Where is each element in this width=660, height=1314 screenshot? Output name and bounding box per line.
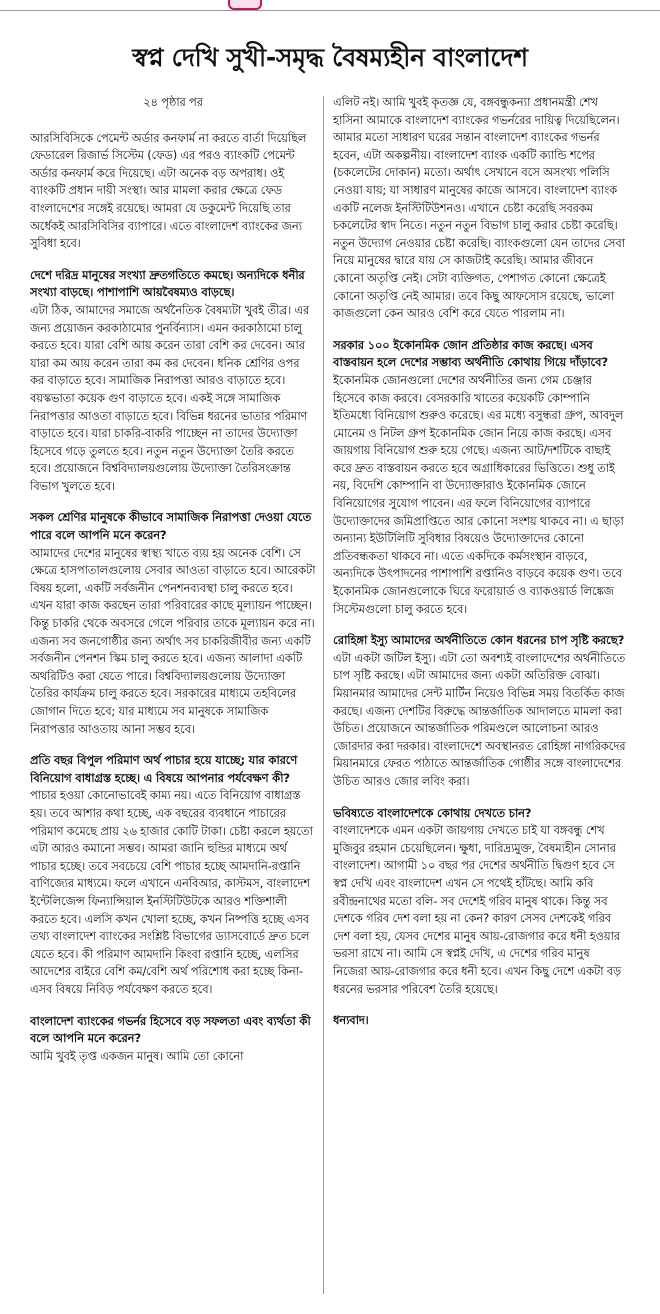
interview-question: ধন্যবাদ। [333, 1013, 369, 1028]
interview-question: সকল শ্রেণির মানুষকে কীভাবে সামাজিক নিরাপত্তা দেওয়া যেতে পারে বলে আপনি মনে করেন? [30, 510, 312, 543]
interview-answer: আমাদের দেশের মানুষের স্বাস্থ্য খাতে ব্যয় হয় অনেক বেশি। সে ক্ষেত্রে হাসপাতালগুলোয় সেবার আওতা বাড়াতে হবে। আরেকটা বিষয় হলো, একটি সর্বজনীন পেনশনব্যবস্থা চালু করতে হবে। এখন যারা কাজ করছেন তারা পরিবারের কাছে মূল্যায়ন পাচ্ছেন। কিন্তু চাকরি থেকে অবসরে গেলে পরিবার তাকে মূল্যায়ন করে না। এজন্য সব জনগোষ্ঠীর জন্য অর্থাৎ সব চাকরিজীবীর জন্য একটি সর্বজনীন পেনশন স্কিম চালু করতে হবে। এজন্য আলাদা একটি অথরিটিও করা যেতে পারে। বিশ্ববিদ্যালয়গুলোয় উদ্যোক্তা তৈরির কার্যক্রম চালু করতে হবে। সরকারের মাধ্যমে তহবিলের জোগান দিতে হবে; যার মাধ্যমে সব মানুষকে সামাজিক নিরাপত্তার আওতায় আনা সম্ভব হবে। [30, 545, 316, 736]
interview-question: সরকার ১০০ ইকোনমিক জোন প্রতিষ্ঠার কাজ করছে। এসব বাস্তবায়ন হলে দেশের সম্ভাব্য অর্থনীতি কোথায় গিয়ে দাঁড়াবে? [333, 337, 608, 370]
right-column [333, 94, 626, 1306]
masthead-logo-icon [228, 0, 262, 10]
interview-question: ভবিষ্যতে বাংলাদেশকে কোথায় দেখতে চান? [333, 805, 532, 820]
interview-answer: পাচার হওয়া কোনোভাবেই কাম্য নয়। এতে বিনিয়োগ বাধাগ্রস্ত হয়। তবে আশার কথা হচ্ছে, এক বছরের ব্যবধানে পাচারের পরিমাণ কমেছে প্রায় ২৬ হাজার কোটি টাকা। চেষ্টা করলে হয়তো এটা আরও কমানো সম্ভব। আমরা জানি হুন্ডির মাধ্যমে অর্থ পাচার হচ্ছে। তবে সবচেয়ে বেশি পাচার হচ্ছে আমদানি-রপ্তানি বাণিজ্যের মাধ্যমে। ফলে এখানে এনবিআর, কাস্টমস, বাংলাদেশ ইন্টেলিজেন্স ফিন্যান্সিয়াল ইনস্টিটিউটকে আরও শক্তিশালী করতে হবে। এলসি কখন খোলা হচ্ছে, কখন নিষ্পত্তি হচ্ছে এসব তথ্য বাংলাদেশ ব্যাংকের সংশ্লিষ্ট বিভাগের ড্যাসবোর্ডে দ্রুত চলে যেতে হবে। কী পরিমাণ আমদানি কিংবা রপ্তানি হচ্ছে, এলসির আদেশের বাইরে বেশি কম/বেশি অর্থ পরিশোধ করা হচ্ছে কিনা- এসব বিষয়ে নিবিড় পর্যবেক্ষণ করতে হবে। [30, 788, 313, 996]
interview-answer: বাংলাদেশকে এমন একটা জায়গায় দেখতে চাই যা বঙ্গবন্ধু শেখ মুজিবুর রহমান চেয়েছিলেন। ক্ষুধা, দারিদ্র্যমুক্ত, বৈষম্যহীন সোনার বাংলাদেশ। আগামী ১০ বছর পর দেশের অর্থনীতি দ্বিগুণ হবে সে স্বপ্ন দেখি এবং বাংলাদেশ এখন সে পথেই হাঁটছে। আমি কবি রবীন্দ্রনাথের মতো বলি- সব দেশেই গরিব মানুষ থাকে। কিন্তু সব দেশকে গরিব দেশ বলা হয় না কেন? কারণ সেসব দেশকেই গরিব দেশ বলা হয়, যেসব দেশের মানুষ আয়-রোজগার করে ধনী হওয়ার ভরসা রাখে না। আমি সে স্বপ্নই দেখি, এ দেশের গরিব মানুষ নিজেরা আয়-রোজগার করে ধনী হবে। এখন কিছু দেশে একটা বড় ধরনের ভরসার পরিবেশ তৈরি হয়েছে। [333, 823, 622, 996]
interview-answer: ইকোনমিক জোনগুলো দেশের অর্থনীতির জন্য গেম চেঞ্জার হিসেবে কাজ করবে। বেসরকারি খাতের কয়েকটি কোম্পানি ইতিমধ্যে বিনিয়োগ শুরুও করেছে। এর মধ্যে বসুন্ধরা গ্রুপ, আবদুল মোনেম ও নিটল গ্রুপ ইকোনমিক জোন নিয়ে কাজ করছে। এসব জায়গায় বিনিয়োগ শুরু হয়ে গেছে। এজন্য আট/দশটিকে বাছাই করে দ্রুত বাস্তবায়ন করতে হবে অগ্রাধিকারের ভিত্তিতে। শুধু তাই নয়, বিদেশি কোম্পানি বা উদ্যোক্তারাও ইকোনমিক জোনে বিনিয়োগের সুযোগ পাবেন। এর ফলে বিনিয়োগের ব্যাপারে উদ্যোক্তাদের জমিপ্রাপ্তিতে আর কোনো সংশয় থাকবে না। এ ছাড়া অন্যান্য ইউটিলিটি সুবিধার বিষয়েও উদ্যোক্তাদের কোনো প্রতিবন্ধকতা থাকবে না। এতে একদিকে কর্মসংস্থান বাড়বে, অন্যদিকে উৎপাদনের পাশাপাশি রপ্তানিও বাড়বে কয়েক গুণ। তবে ইকোনমিক জোনগুলোকে ঘিরে ফরোয়ার্ড ও ব্যাকওয়ার্ড লিঙ্কেজ সিস্টেমগুলো চালু করতে হবে। [333, 372, 624, 616]
headline: স্বপ্ন দেখি সুখী-সমৃদ্ধ বৈষম্যহীন বাংলাদেশ [132, 43, 528, 72]
interview-question: প্রতি বছর বিপুল পরিমাণ অর্থ পাচার হয়ে যাচ্ছে; যার কারণে বিনিয়োগ বাধাগ্রস্ত হচ্ছে। এ বিষয়ে আপনার পর্যবেক্ষণ কী? [30, 753, 298, 785]
interview-question: দেশে দরিদ্র মানুষের সংখ্যা দ্রুতগতিতে কমছে। অন্যদিকে ধনীর সংখ্যা বাড়ছে। পাশাপাশি আয়বৈষম্যও বাড়ছে। [30, 267, 305, 300]
top-rule [0, 10, 660, 11]
jump-label: ২৪ পৃষ্ঠার পর [143, 95, 203, 109]
right-column-body [333, 94, 626, 1030]
interview-answer: এলিট নই। আমি খুবই কৃতজ্ঞ যে, বঙ্গবন্ধুকন্যা প্রধানমন্ত্রী শেখ হাসিনা আমাকে বাংলাদেশ ব্যাংকের গভর্নরের দায়িত্ব দিয়েছিলেন। আমার মতো সাধারণ ঘরের সন্তান বাংলাদেশ ব্যাংকের গভর্নর হবেন, এটা অকল্পনীয়। বাংলাদেশ ব্যাংক একটি ক্যান্ডি শপের (চকলেটের দোকান) মতো। অর্থাৎ সেখানে বসে অসংখ্য পলিসি নেওয়া যায়; যা সাধারণ মানুষের কাজে আসবে। বাংলাদেশ ব্যাংক একটি নলেজ ইনস্টিটিউশনও। এখানে চেষ্টা করেছি সবরকম চকলেটের স্বাদ নিতে। নতুন নতুন বিভাগ চালু করার চেষ্টা করেছি। নতুন উদ্যোগ নেওয়ার চেষ্টা করেছি। ব্যাংকগুলো যেন তাদের সেবা নিয়ে মানুষের দ্বারে যায় সে কাজটাই করেছি। আমার জীবনে কোনো অতৃপ্তি নেই। সেটা ব্যক্তিগত, পেশাগত কোনো ক্ষেত্রেই কোনো অতৃপ্তি নেই আমার। তবে কিছু আফসোস রয়েছে, ভালো কাজগুলো কেন আরও বেশি করে যেতে পারলাম না। [333, 95, 625, 321]
column-divider [323, 96, 324, 1294]
interview-question: বাংলাদেশ ব্যাংকের গভর্নর হিসেবে বড় সফলতা এবং ব্যর্থতা কী বলে আপনি মনে করেন? [30, 1013, 311, 1046]
interview-question: রোহিঙ্গা ইস্যু আমাদের অর্থনীতিতে কোন ধরনের চাপ সৃষ্টি করছে? [333, 633, 625, 648]
left-column-body [30, 130, 316, 1066]
interview-answer: এটা ঠিক, আমাদের সমাজে অর্থনৈতিক বৈষম্যটা খুবই তীব্র। এর জন্য প্রয়োজন করকাঠামোর পুনর্বিন্যাস। এমন করকাঠামো চালু করতে হবে। যারা বেশি আয় করেন তারা বেশি কর দেবেন। আর যারা কম আয় করেন তারা কম কর দেবেন। ধনিক শ্রেণির ওপর কর বাড়াতে হবে। সামাজিক নিরাপত্তা আরও বাড়াতে হবে। বয়স্কভাতা কয়েক গুণ বাড়াতে হবে। একই সঙ্গে সামাজিক নিরাপত্তার আওতা বাড়াতে হবে। বিভিন্ন ধরনের ভাতার পরিমাণ বাড়াতে হবে। যারা চাকরি-বাকরি পাচ্ছেন না তাদের উদ্যোক্তা হিসেবে গড়ে তুলতে হবে। নতুন নতুন উদ্যোক্তা তৈরি করতে হবে। প্রয়োজনে বিশ্ববিদ্যালয়গুলোয় উদ্যোক্তা তৈরিসংক্রান্ত বিভাগ খুলতে হবে। [30, 302, 310, 493]
interview-answer: এটা একটা জটিল ইস্যু। এটা তো অবশ্যই বাংলাদেশের অর্থনীতিতে চাপ সৃষ্টি করছে। এটা আমাদের জন্য একটা অতিরিক্ত বোঝা। মিয়ানমার আমাদের সেন্ট মার্টিন নিয়েও বিভিন্ন সময় বিতর্কিত কাজ করছে। এজন্য দেশটির বিরুদ্ধে আন্তর্জাতিক আদালতে মামলা করা উচিত। প্রয়োজনে আন্তর্জাতিক পরিমণ্ডলে আলোচনা আরও জোরদার করা দরকার। বাংলাদেশে অবস্থানরত রোহিঙ্গা নাগরিকদের মিয়ানমারে ফেরত পাঠাতে আন্তর্জাতিক গোষ্ঠীর সঙ্গে বাংলাদেশের উচিত আরও জোর লবিং করা। [333, 650, 626, 788]
interview-answer: আরসিবিসিকে পেমেন্ট অর্ডার কনফার্ম না করতে বার্তা দিয়েছিল ফেডারেল রিজার্ভ সিস্টেম (ফেড) এর পরও ব্যাংকটি পেমেন্ট অর্ডার কনফার্ম করে দিয়েছে। এটা অনেক বড় অপরাধ। ওই ব্যাংকটি প্রধান দায়ী সংস্থা। আর মামলা করার ক্ষেত্রে ফেড বাংলাদেশের সঙ্গেই রয়েছে। আমরা যে ডকুমেন্ট দিয়েছি তার অর্ধেকই আরসিবিসির ব্যাপারে। এতে বাংলাদেশ ব্যাংকের জন্য সুবিধা হবে। [30, 130, 307, 251]
interview-answer: আমি খুবই তৃপ্ত একজন মানুষ। আমি তো কোনো [30, 1048, 244, 1063]
left-column [30, 94, 316, 1306]
